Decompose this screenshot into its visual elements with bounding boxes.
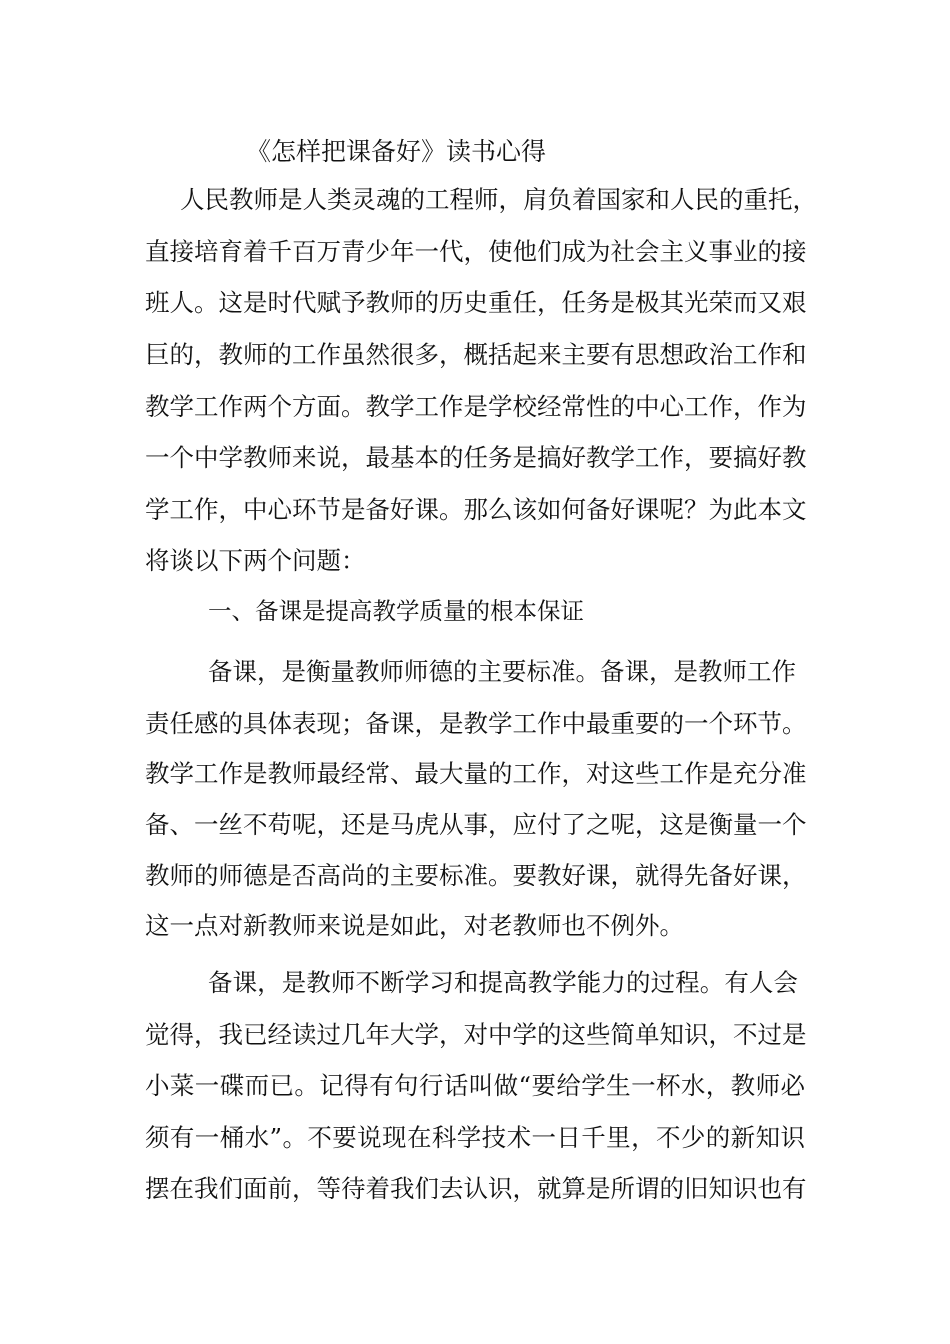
intro-line-4: 巨的，教师的工作虽然很多，概括起来主要有思想政治工作和 — [145, 340, 807, 369]
document-title: 《怎样把课备好》读书心得 — [246, 137, 547, 166]
intro-line-8: 将谈以下两个问题： — [145, 546, 366, 575]
para2-line-4: 须有一桶水”。不要说现在科学技术一日千里，不少的新知识 — [145, 1123, 805, 1152]
para1-line-6: 这一点对新教师来说是如此，对老教师也不例外。 — [145, 911, 684, 940]
para1-line-3: 教学工作是教师最经常、最大量的工作，对这些工作是充分准 — [145, 759, 807, 788]
section-heading: 一、备课是提高教学质量的根本保证 — [208, 597, 584, 625]
para2-line-3: 小菜一碟而已。记得有句行话叫做“要给学生一杯水，教师必 — [145, 1071, 805, 1100]
para2-line-2: 觉得，我已经读过几年大学，对中学的这些简单知识，不过是 — [145, 1020, 807, 1049]
para1-line-1: 备课，是衡量教师师德的主要标准。备课，是教师工作 — [208, 657, 796, 686]
intro-line-1: 人民教师是人类灵魂的工程师，肩负着国家和人民的重托， — [180, 185, 817, 214]
para1-line-4: 备、一丝不苟呢，还是马虎从事，应付了之呢，这是衡量一个 — [145, 810, 807, 839]
para2-line-5: 摆在我们面前，等待着我们去认识，就算是所谓的旧知识也有 — [145, 1174, 807, 1203]
intro-line-7: 学工作，中心环节是备好课。那么该如何备好课呢？为此本文 — [145, 495, 807, 524]
para1-line-2: 责任感的具体表现；备课，是教学工作中最重要的一个环节。 — [145, 709, 807, 738]
intro-line-6: 一个中学教师来说，最基本的任务是搞好教学工作，要搞好教 — [145, 443, 807, 472]
intro-line-5: 教学工作两个方面。教学工作是学校经常性的中心工作，作为 — [145, 392, 807, 421]
intro-line-2: 直接培育着千百万青少年一代，使他们成为社会主义事业的接 — [145, 237, 807, 266]
para2-line-1: 备课，是教师不断学习和提高教学能力的过程。有人会 — [208, 968, 798, 997]
intro-line-3: 班人。这是时代赋予教师的历史重任，任务是极其光荣而又艰 — [145, 288, 807, 317]
para1-line-5: 教师的师德是否高尚的主要标准。要教好课，就得先备好课， — [145, 861, 807, 890]
